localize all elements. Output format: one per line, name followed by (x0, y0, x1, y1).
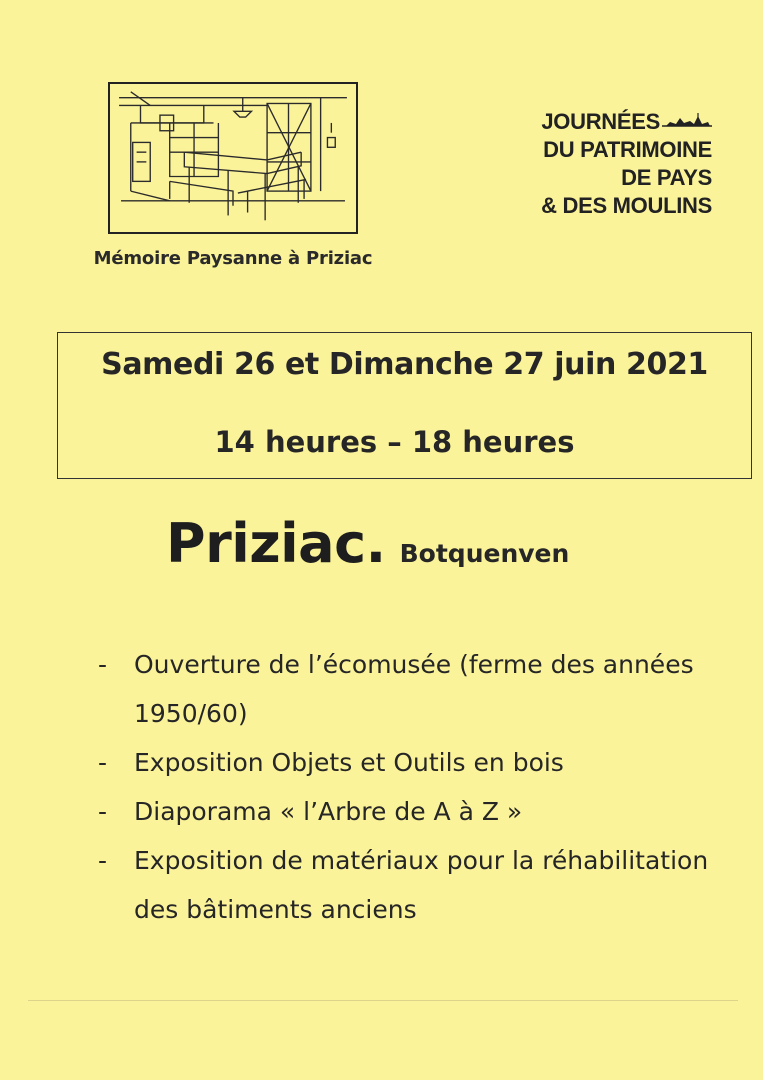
logo-line-4: & DES MOULINS (541, 193, 712, 218)
list-item (98, 836, 718, 934)
activity-text: Exposition Objets et Outils en bois (134, 748, 564, 777)
list-item (98, 738, 718, 787)
hamlet-name: Botquenven (399, 539, 570, 568)
town-name: Priziac. (166, 512, 386, 575)
activity-text: Exposition de matériaux pour la réhabilitation des bâtiments anciens (134, 846, 709, 924)
list-item (98, 640, 718, 738)
museum-name: Mémoire Paysanne à Priziac (93, 248, 373, 269)
schedule-box (57, 332, 752, 479)
paper-fold-line (28, 1000, 738, 1001)
boat-landscape-icon (662, 112, 712, 130)
activity-text: Diaporama « l’Arbre de A à Z » (134, 797, 523, 826)
activity-text: Ouverture de l’écomusée (ferme des années 1950/60) (134, 650, 694, 728)
logo-line-2: DU PATRIMOINE (543, 137, 712, 162)
museum-logo (108, 82, 358, 234)
event-dates: Samedi 26 et Dimanche 27 juin 2021 (101, 347, 708, 382)
bullet-dash: - (98, 650, 108, 679)
list-item (98, 787, 718, 836)
journees-patrimoine-logo (484, 108, 712, 220)
logo-line-3: DE PAYS (621, 165, 712, 190)
event-location (166, 512, 569, 575)
logo-line-1: JOURNÉES (484, 108, 712, 136)
farm-kitchen-interior-sketch-icon (110, 84, 356, 232)
bullet-dash: - (98, 797, 108, 826)
bullet-dash: - (98, 748, 108, 777)
event-hours: 14 heures – 18 heures (214, 425, 575, 459)
activity-list (98, 640, 718, 934)
bullet-dash: - (98, 846, 108, 875)
